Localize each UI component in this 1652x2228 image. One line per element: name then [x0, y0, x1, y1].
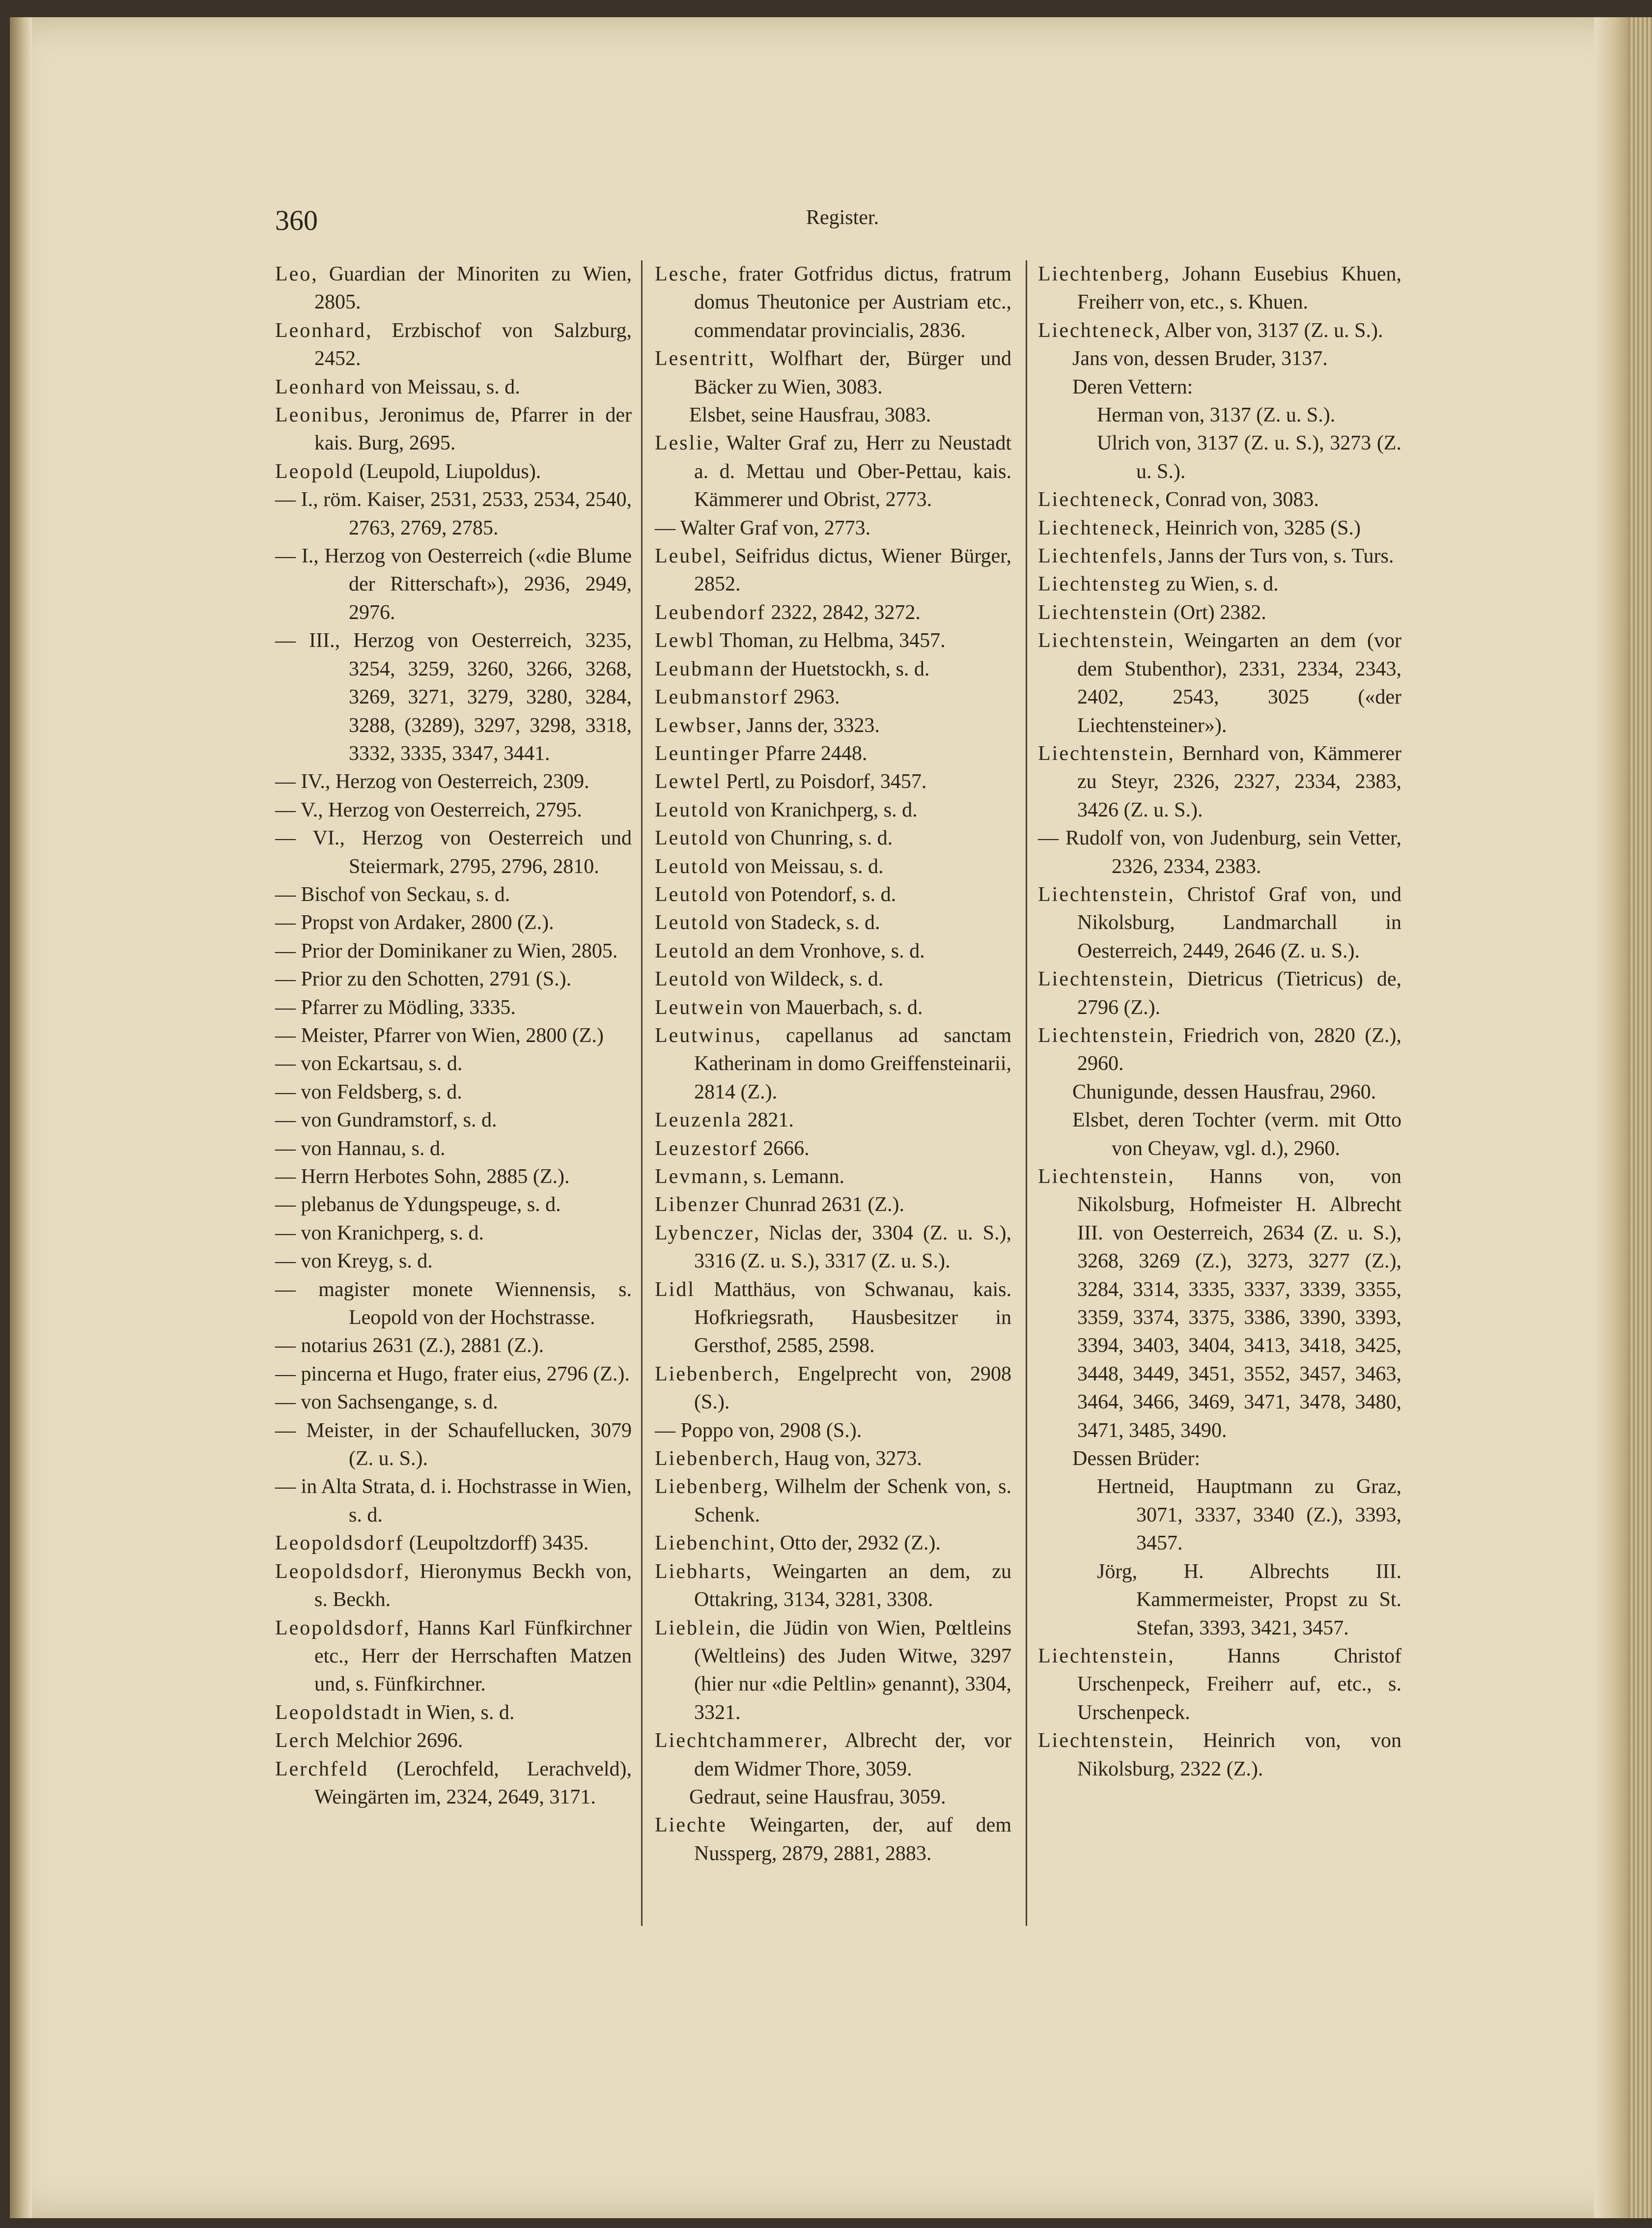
entry-text: Jörg, H. Albrechts III. Kammermeister, Propst zu St. Stefan, 3393, 3421, 3457.	[1097, 1560, 1401, 1639]
entry-text: , Hanns Christof Urschenpeck, Freiherr auf, etc., s. Urschenpeck.	[1077, 1644, 1401, 1724]
entry-keyword: Lerch	[275, 1729, 331, 1752]
entry-text: an dem Vronhove, s. d.	[729, 939, 925, 962]
index-entry	[275, 1078, 632, 1106]
index-entry	[655, 542, 1011, 599]
index-entry	[275, 1276, 632, 1332]
entry-text: , Niclas der, 3304 (Z. u. S.), 3316 (Z. u. S.), 3317 (Z. u. S.).	[694, 1221, 1011, 1273]
entry-keyword: Liechtenstein	[1038, 1644, 1169, 1667]
entry-text: — Rudolf von, von Judenburg, sein Vetter, 2326, 2334, 2383.	[1038, 827, 1401, 878]
entry-text: , s. Lemann.	[743, 1165, 845, 1188]
entry-text: , Christof Graf von, und Nikolsburg, Landmarchall in Oesterreich, 2449, 2646 (Z. u. S.).	[1077, 883, 1401, 962]
entry-keyword: Libenzer	[655, 1193, 740, 1216]
index-entry	[275, 1219, 632, 1247]
entry-text: Pfarre 2448.	[760, 742, 868, 765]
page-binding-shadow	[10, 17, 32, 2218]
index-entry	[275, 768, 632, 796]
index-entry	[1038, 824, 1401, 881]
entry-text: der Huetstockh, s. d.	[755, 657, 930, 680]
entry-text: , Guardian der Minoriten zu Wien, 2805.	[311, 263, 632, 314]
index-entry	[1038, 1078, 1401, 1106]
entry-keyword: Lybenczer	[655, 1221, 754, 1244]
index-entry	[275, 486, 632, 542]
entry-text: — Herrn Herbotes Sohn, 2885 (Z.).	[275, 1165, 570, 1188]
index-entry	[275, 627, 632, 768]
index-entry	[655, 345, 1011, 401]
entry-keyword: Leopoldsdorf	[275, 1560, 404, 1583]
index-entry	[1038, 486, 1401, 514]
entry-text: Jans von, dessen Bruder, 3137.	[1072, 347, 1328, 370]
entry-keyword: Lesentritt	[655, 347, 749, 370]
column-divider-1	[641, 260, 643, 1926]
index-entry	[655, 1417, 1011, 1445]
index-column-3	[1038, 260, 1401, 1783]
entry-text: Melchior 2696.	[330, 1729, 463, 1752]
entry-text: (Leupoltzdorff) 3435.	[404, 1532, 589, 1555]
entry-text: (Ort) 2382.	[1168, 601, 1266, 624]
index-entry	[1038, 881, 1401, 965]
index-entry	[655, 1811, 1011, 1868]
index-entry	[655, 994, 1011, 1022]
entry-keyword: Liechtenstein	[1038, 1165, 1169, 1188]
entry-keyword: Liechtchammerer	[655, 1729, 823, 1752]
index-entry	[655, 1106, 1011, 1134]
entry-text: — Prior zu den Schotten, 2791 (S.).	[275, 968, 572, 991]
entry-keyword: Leutold	[655, 968, 729, 991]
entry-keyword: Liechtenstein	[1038, 629, 1169, 652]
entry-text: , Janns der, 3323.	[736, 714, 880, 737]
index-entry	[655, 768, 1011, 796]
index-entry	[275, 1529, 632, 1557]
entry-keyword: Leutwinus	[655, 1024, 756, 1047]
index-entry	[655, 1783, 1011, 1811]
entry-text: , Hanns Karl Fünfkirchner etc., Herr der Herrschaften Matzen und, s. Fünfkirchner.	[314, 1616, 632, 1696]
index-entry	[275, 373, 632, 401]
index-entry	[1038, 627, 1401, 740]
entry-keyword: Lieblein	[655, 1616, 735, 1639]
index-entry	[275, 1388, 632, 1416]
index-entry	[655, 1529, 1011, 1557]
page-edge-shadow	[1594, 17, 1628, 2218]
index-entry	[275, 1191, 632, 1219]
entry-keyword: Leopoldsdorf	[275, 1616, 404, 1639]
entry-text: , Wolfhart der, Bürger und Bäcker zu Wien, 3083.	[694, 347, 1011, 398]
index-entry	[275, 1106, 632, 1134]
index-entry	[655, 1614, 1011, 1727]
index-entry	[275, 881, 632, 909]
index-entry	[275, 1163, 632, 1191]
entry-text: — Bischof von Seckau, s. d.	[275, 883, 510, 906]
entry-text: in Wien, s. d.	[400, 1701, 515, 1724]
entry-keyword: Leopoldstadt	[275, 1701, 401, 1724]
entry-text: 2666.	[757, 1137, 810, 1160]
entry-keyword: Leonibus	[275, 404, 364, 427]
index-entry	[1038, 429, 1401, 486]
entry-text: , Weingarten an dem, zu Ottakring, 3134, 3281, 3308.	[694, 1560, 1011, 1611]
entry-keyword: Liechteneck	[1038, 319, 1155, 342]
entry-keyword: Liebharts	[655, 1560, 746, 1583]
entry-keyword: Lerchfeld	[275, 1757, 369, 1780]
entry-text: — Prior der Dominikaner zu Wien, 2805.	[275, 939, 618, 962]
entry-keyword: Liechtensteg	[1038, 573, 1161, 596]
entry-text: , Heinrich von, 3285 (S.)	[1155, 516, 1361, 539]
entry-text: — Walter Graf von, 2773.	[655, 516, 871, 539]
entry-keyword: Levmann	[655, 1165, 743, 1188]
entry-text: von Chunring, s. d.	[729, 827, 893, 850]
entry-text: , die Jüdin von Wien, Pœltleins (Weltleins) des Juden Witwe, 3297 (hier nur «die Peltlin» genannt), 3304, 3321.	[694, 1616, 1011, 1724]
index-entry	[275, 1473, 632, 1529]
entry-text: — von Hannau, s. d.	[275, 1137, 446, 1160]
entry-text: Pertl, zu Poisdorf, 3457.	[721, 770, 927, 793]
index-entry	[1038, 542, 1401, 570]
index-entry	[275, 1614, 632, 1699]
index-entry	[1038, 260, 1401, 317]
index-entry	[275, 1022, 632, 1050]
entry-keyword: Liechte	[655, 1814, 727, 1837]
index-entry	[275, 1558, 632, 1614]
index-entry	[1038, 373, 1401, 401]
index-entry	[655, 1473, 1011, 1529]
entry-text: — plebanus de Ydungspeuge, s. d.	[275, 1193, 561, 1216]
index-entry	[655, 1219, 1011, 1276]
entry-text: — I., Herzog von Oesterreich («die Blume der Ritterschaft»), 2936, 2949, 2976.	[275, 545, 632, 624]
entry-keyword: Leo	[275, 263, 312, 285]
entry-text: von Meissau, s. d.	[365, 375, 520, 398]
index-entry	[275, 796, 632, 824]
entry-keyword: Leopoldsdorf	[275, 1532, 404, 1555]
entry-keyword: Liechteneck	[1038, 516, 1155, 539]
index-entry	[275, 260, 632, 317]
entry-text: — von Gundramstorf, s. d.	[275, 1109, 497, 1132]
entry-keyword: Liechteneck	[1038, 488, 1155, 511]
entry-text: — VI., Herzog von Oesterreich und Steiermark, 2795, 2796, 2810.	[275, 827, 632, 878]
entry-text: Thoman, zu Helbma, 3457.	[715, 629, 946, 652]
entry-keyword: Leubendorf	[655, 601, 766, 624]
entry-text: — von Eckartsau, s. d.	[275, 1052, 463, 1075]
index-entry	[655, 1135, 1011, 1163]
entry-keyword: Leonhard	[275, 319, 366, 342]
index-entry	[275, 824, 632, 881]
entry-text: — Pfarrer zu Mödling, 3335.	[275, 996, 516, 1019]
entry-text: Ulrich von, 3137 (Z. u. S.), 3273 (Z. u. S.).	[1097, 432, 1401, 483]
index-entry	[1038, 570, 1401, 598]
index-entry	[655, 1360, 1011, 1417]
entry-keyword: Leutwein	[655, 996, 745, 1019]
entry-text: Elsbet, deren Tochter (verm. mit Otto von Cheyaw, vgl. d.), 2960.	[1072, 1109, 1401, 1160]
index-entry	[655, 1191, 1011, 1219]
entry-text: — Meister, Pfarrer von Wien, 2800 (Z.)	[275, 1024, 604, 1047]
entry-text: von Meissau, s. d.	[729, 855, 884, 878]
index-entry	[1038, 1022, 1401, 1078]
index-entry	[1038, 1445, 1401, 1473]
book-fore-edge	[1628, 17, 1652, 2218]
index-entry	[1038, 1727, 1401, 1783]
entry-keyword: Leuzenla	[655, 1109, 742, 1132]
index-entry	[1038, 599, 1401, 627]
entry-text: (Lerochfeld, Lerachveld), Weingärten im, 2324, 2649, 3171.	[314, 1757, 632, 1808]
entry-keyword: Liechtenstein	[1038, 1024, 1169, 1047]
index-entry	[275, 1755, 632, 1812]
entry-keyword: Liechtenstein	[1038, 601, 1169, 624]
entry-text: — pincerna et Hugo, frater eius, 2796 (Z.).	[275, 1362, 630, 1385]
entry-text: Herman von, 3137 (Z. u. S.).	[1097, 404, 1336, 427]
entry-keyword: Leutold	[655, 911, 729, 934]
running-head: Register.	[806, 206, 879, 229]
entry-text: Matthäus, von Schwanau, kais. Hofkriegsrath, Hausbesitzer in Gersthof, 2585, 2598.	[694, 1278, 1011, 1357]
entry-text: 2963.	[788, 686, 840, 709]
entry-keyword: Liechtenstein	[1038, 883, 1169, 906]
index-entry	[275, 1360, 632, 1388]
entry-keyword: Leslie	[655, 432, 714, 455]
index-entry	[275, 1727, 632, 1755]
index-entry	[275, 458, 632, 486]
index-entry	[655, 429, 1011, 514]
entry-text: (Leupold, Liupoldus).	[354, 460, 541, 483]
entry-text: , Hieronymus Beckh von, s. Beckh.	[314, 1560, 632, 1611]
entry-text: — von Kranichperg, s. d.	[275, 1221, 484, 1244]
entry-keyword: Liechtenstein	[1038, 968, 1169, 991]
entry-text: , Bernhard von, Kämmerer zu Steyr, 2326, 2327, 2334, 2383, 3426 (Z. u. S.).	[1077, 742, 1401, 821]
column-divider-2	[1026, 260, 1027, 1926]
entry-text: , Johann Eusebius Khuen, Freiherr von, etc., s. Khuen.	[1077, 263, 1401, 314]
index-entry	[655, 514, 1011, 542]
entry-text: von Stadeck, s. d.	[729, 911, 880, 934]
entry-text: — III., Herzog von Oesterreich, 3235, 3254, 3259, 3260, 3266, 3268, 3269, 3271, 3279, 3280, 3284, 3288, (3289), 3297, 3298, 3318, 3332, 3335, 3347, 3441.	[275, 629, 632, 765]
index-entry	[655, 853, 1011, 881]
entry-text: Weingarten, der, auf dem Nussperg, 2879, 2881, 2883.	[694, 1814, 1011, 1865]
entry-text: — V., Herzog von Oesterreich, 2795.	[275, 798, 582, 821]
entry-keyword: Liebenchint	[655, 1532, 770, 1555]
entry-keyword: Liechtenberg	[1038, 263, 1164, 285]
entry-text: , Conrad von, 3083.	[1155, 488, 1319, 511]
entry-keyword: Lesche	[655, 263, 722, 285]
entry-text: , Friedrich von, 2820 (Z.), 2960.	[1077, 1024, 1401, 1075]
index-entry	[655, 796, 1011, 824]
entry-keyword: Leuntinger	[655, 742, 760, 765]
index-entry	[1038, 1558, 1401, 1642]
index-column-1	[275, 260, 632, 1811]
index-entry	[1038, 1163, 1401, 1445]
index-entry	[655, 1022, 1011, 1106]
index-entry	[655, 1445, 1011, 1473]
index-entry	[275, 965, 632, 993]
index-entry	[655, 824, 1011, 852]
entry-keyword: Liebenberg	[655, 1475, 763, 1498]
entry-text: , Erzbischof von Salzburg, 2452.	[314, 319, 632, 370]
index-entry	[655, 655, 1011, 683]
entry-text: von Potendorf, s. d.	[729, 883, 896, 906]
entry-text: — Poppo von, 2908 (S.).	[655, 1419, 862, 1442]
entry-text: — in Alta Strata, d. i. Hochstrasse in Wien, s. d.	[275, 1475, 632, 1526]
index-entry	[655, 683, 1011, 711]
entry-keyword: Leuzestorf	[655, 1137, 758, 1160]
entry-text: , Seifridus dictus, Wiener Bürger, 2852.	[694, 545, 1011, 596]
entry-text: — I., röm. Kaiser, 2531, 2533, 2534, 2540, 2763, 2769, 2785.	[275, 488, 632, 539]
index-entry	[1038, 965, 1401, 1022]
entry-text: , Weingarten an dem (vor dem Stubenthor), 2331, 2334, 2343, 2402, 2543, 3025 («der Liechtensteiner»).	[1077, 629, 1401, 737]
index-entry	[655, 881, 1011, 909]
entry-text: , Wilhelm der Schenk von, s. Schenk.	[694, 1475, 1011, 1526]
index-entry	[1038, 514, 1401, 542]
entry-text: Gedraut, seine Hausfrau, 3059.	[689, 1785, 946, 1808]
index-entry	[275, 1135, 632, 1163]
entry-text: , Jeronimus de, Pfarrer in der kais. Burg, 2695.	[314, 404, 632, 455]
index-entry	[275, 909, 632, 937]
entry-keyword: Leutold	[655, 939, 729, 962]
entry-text: , Walter Graf zu, Herr zu Neustadt a. d. Mettau und Ober-Pettau, kais. Kämmerer und Obrist, 2773.	[694, 432, 1011, 511]
entry-keyword: Liebenberch	[655, 1362, 774, 1385]
entry-text: 2821.	[742, 1109, 794, 1132]
entry-text: Dessen Brüder:	[1072, 1447, 1201, 1470]
entry-keyword: Lidl	[655, 1278, 695, 1301]
entry-keyword: Leutold	[655, 855, 729, 878]
entry-text: , Heinrich von, von Nikolsburg, 2322 (Z.).	[1077, 1729, 1401, 1780]
index-entry	[275, 1417, 632, 1473]
entry-text: — von Sachsengange, s. d.	[275, 1391, 498, 1414]
entry-text: 2322, 2842, 3272.	[765, 601, 921, 624]
index-entry	[655, 1276, 1011, 1360]
index-entry	[275, 1699, 632, 1727]
index-entry	[1038, 1106, 1401, 1163]
index-entry	[655, 401, 1011, 429]
entry-text: zu Wien, s. d.	[1161, 573, 1279, 596]
index-entry	[1038, 1642, 1401, 1727]
index-entry	[275, 1332, 632, 1360]
index-entry	[655, 1163, 1011, 1191]
entry-text: — von Feldsberg, s. d.	[275, 1080, 462, 1103]
entry-keyword: Lewbl	[655, 629, 715, 652]
entry-keyword: Liechtenstein	[1038, 742, 1169, 765]
index-entry	[275, 317, 632, 373]
entry-text: — Propst von Ardaker, 2800 (Z.).	[275, 911, 554, 934]
entry-keyword: Liebenberch	[655, 1447, 774, 1470]
index-entry	[1038, 740, 1401, 824]
index-entry	[655, 1558, 1011, 1614]
index-entry	[655, 909, 1011, 937]
page-header	[275, 204, 1410, 238]
entry-text: , Haug von, 3273.	[774, 1447, 922, 1470]
index-entry	[275, 1050, 632, 1078]
entry-text: , capellanus ad sanctam Katherinam in domo Greiffensteinarii, 2814 (Z.).	[694, 1024, 1011, 1103]
index-entry	[655, 937, 1011, 965]
entry-text: Elsbet, seine Hausfrau, 3083.	[689, 404, 931, 427]
entry-text: , frater Gotfridus dictus, fratrum domus Theutonice per Austriam etc., commendatar provincialis, 2836.	[694, 263, 1011, 342]
entry-text: von Wildeck, s. d.	[729, 968, 884, 991]
index-entry	[275, 994, 632, 1022]
index-entry	[275, 937, 632, 965]
entry-keyword: Lewbser	[655, 714, 736, 737]
index-entry	[275, 542, 632, 627]
entry-text: — von Kreyg, s. d.	[275, 1250, 433, 1273]
entry-text: — notarius 2631 (Z.), 2881 (Z.).	[275, 1334, 544, 1357]
entry-text: — magister monete Wiennensis, s. Leopold von der Hochstrasse.	[275, 1278, 632, 1329]
index-entry	[655, 599, 1011, 627]
entry-text: , Otto der, 2932 (Z.).	[769, 1532, 941, 1555]
entry-text: von Kranichperg, s. d.	[729, 798, 918, 821]
index-entry	[655, 627, 1011, 655]
index-entry	[655, 965, 1011, 993]
index-entry	[1038, 345, 1401, 373]
entry-text: von Mauerbach, s. d.	[744, 996, 923, 1019]
entry-text: , Hanns von, von Nikolsburg, Hofmeister H. Albrecht III. von Oesterreich, 2634 (Z. u. S.), 3268, 3269 (Z.), 3273, 3277 (Z.), 3284, 3314, 3335, 3337, 3339, 3355, 3359, 3374, 3375, 3386, 3390, 3393, 3394, 3403, 3404, 3413, 3418, 3425, 3448, 3449, 3451, 3552, 3457, 3463, 3464, 3466, 3469, 3471, 3478, 3480, 3471, 3485, 3490.	[1077, 1165, 1401, 1442]
entry-text: Chunigunde, dessen Hausfrau, 2960.	[1072, 1080, 1376, 1103]
index-entry	[275, 401, 632, 458]
index-entry	[655, 1727, 1011, 1783]
page-number: 360	[275, 204, 318, 236]
index-entry	[1038, 1473, 1401, 1557]
entry-text: , Dietricus (Tietricus) de, 2796 (Z.).	[1077, 968, 1401, 1019]
index-entry	[1038, 401, 1401, 429]
entry-keyword: Leutold	[655, 883, 729, 906]
entry-text: — IV., Herzog von Oesterreich, 2309.	[275, 770, 589, 793]
entry-text: , Albrecht der, vor dem Widmer Thore, 3059.	[694, 1729, 1011, 1780]
entry-keyword: Leutold	[655, 798, 729, 821]
index-entry	[1038, 317, 1401, 345]
index-entry	[275, 1247, 632, 1275]
entry-text: , Alber von, 3137 (Z. u. S.).	[1155, 319, 1383, 342]
entry-keyword: Liechtenfels	[1038, 545, 1158, 568]
entry-text: Hertneid, Hauptmann zu Graz, 3071, 3337, 3340 (Z.), 3393, 3457.	[1097, 1475, 1401, 1555]
entry-text: Chunrad 2631 (Z.).	[740, 1193, 905, 1216]
entry-keyword: Leopold	[275, 460, 354, 483]
entry-keyword: Leonhard	[275, 375, 366, 398]
entry-text: , Janns der Turs von, s. Turs.	[1157, 545, 1394, 568]
entry-keyword: Lewtel	[655, 770, 721, 793]
index-entry	[655, 740, 1011, 768]
index-column-2	[655, 260, 1011, 1868]
entry-keyword: Leubmanstorf	[655, 686, 788, 709]
entry-keyword: Leubel	[655, 545, 721, 568]
entry-text: , Engelprecht von, 2908 (S.).	[694, 1362, 1011, 1414]
index-entry	[655, 260, 1011, 345]
entry-keyword: Leutold	[655, 827, 729, 850]
entry-keyword: Leubmann	[655, 657, 755, 680]
entry-text: — Meister, in der Schaufellucken, 3079 (Z. u. S.).	[275, 1419, 632, 1470]
entry-keyword: Liechtenstein	[1038, 1729, 1169, 1752]
index-entry	[655, 712, 1011, 740]
entry-text: Deren Vettern:	[1072, 375, 1193, 398]
